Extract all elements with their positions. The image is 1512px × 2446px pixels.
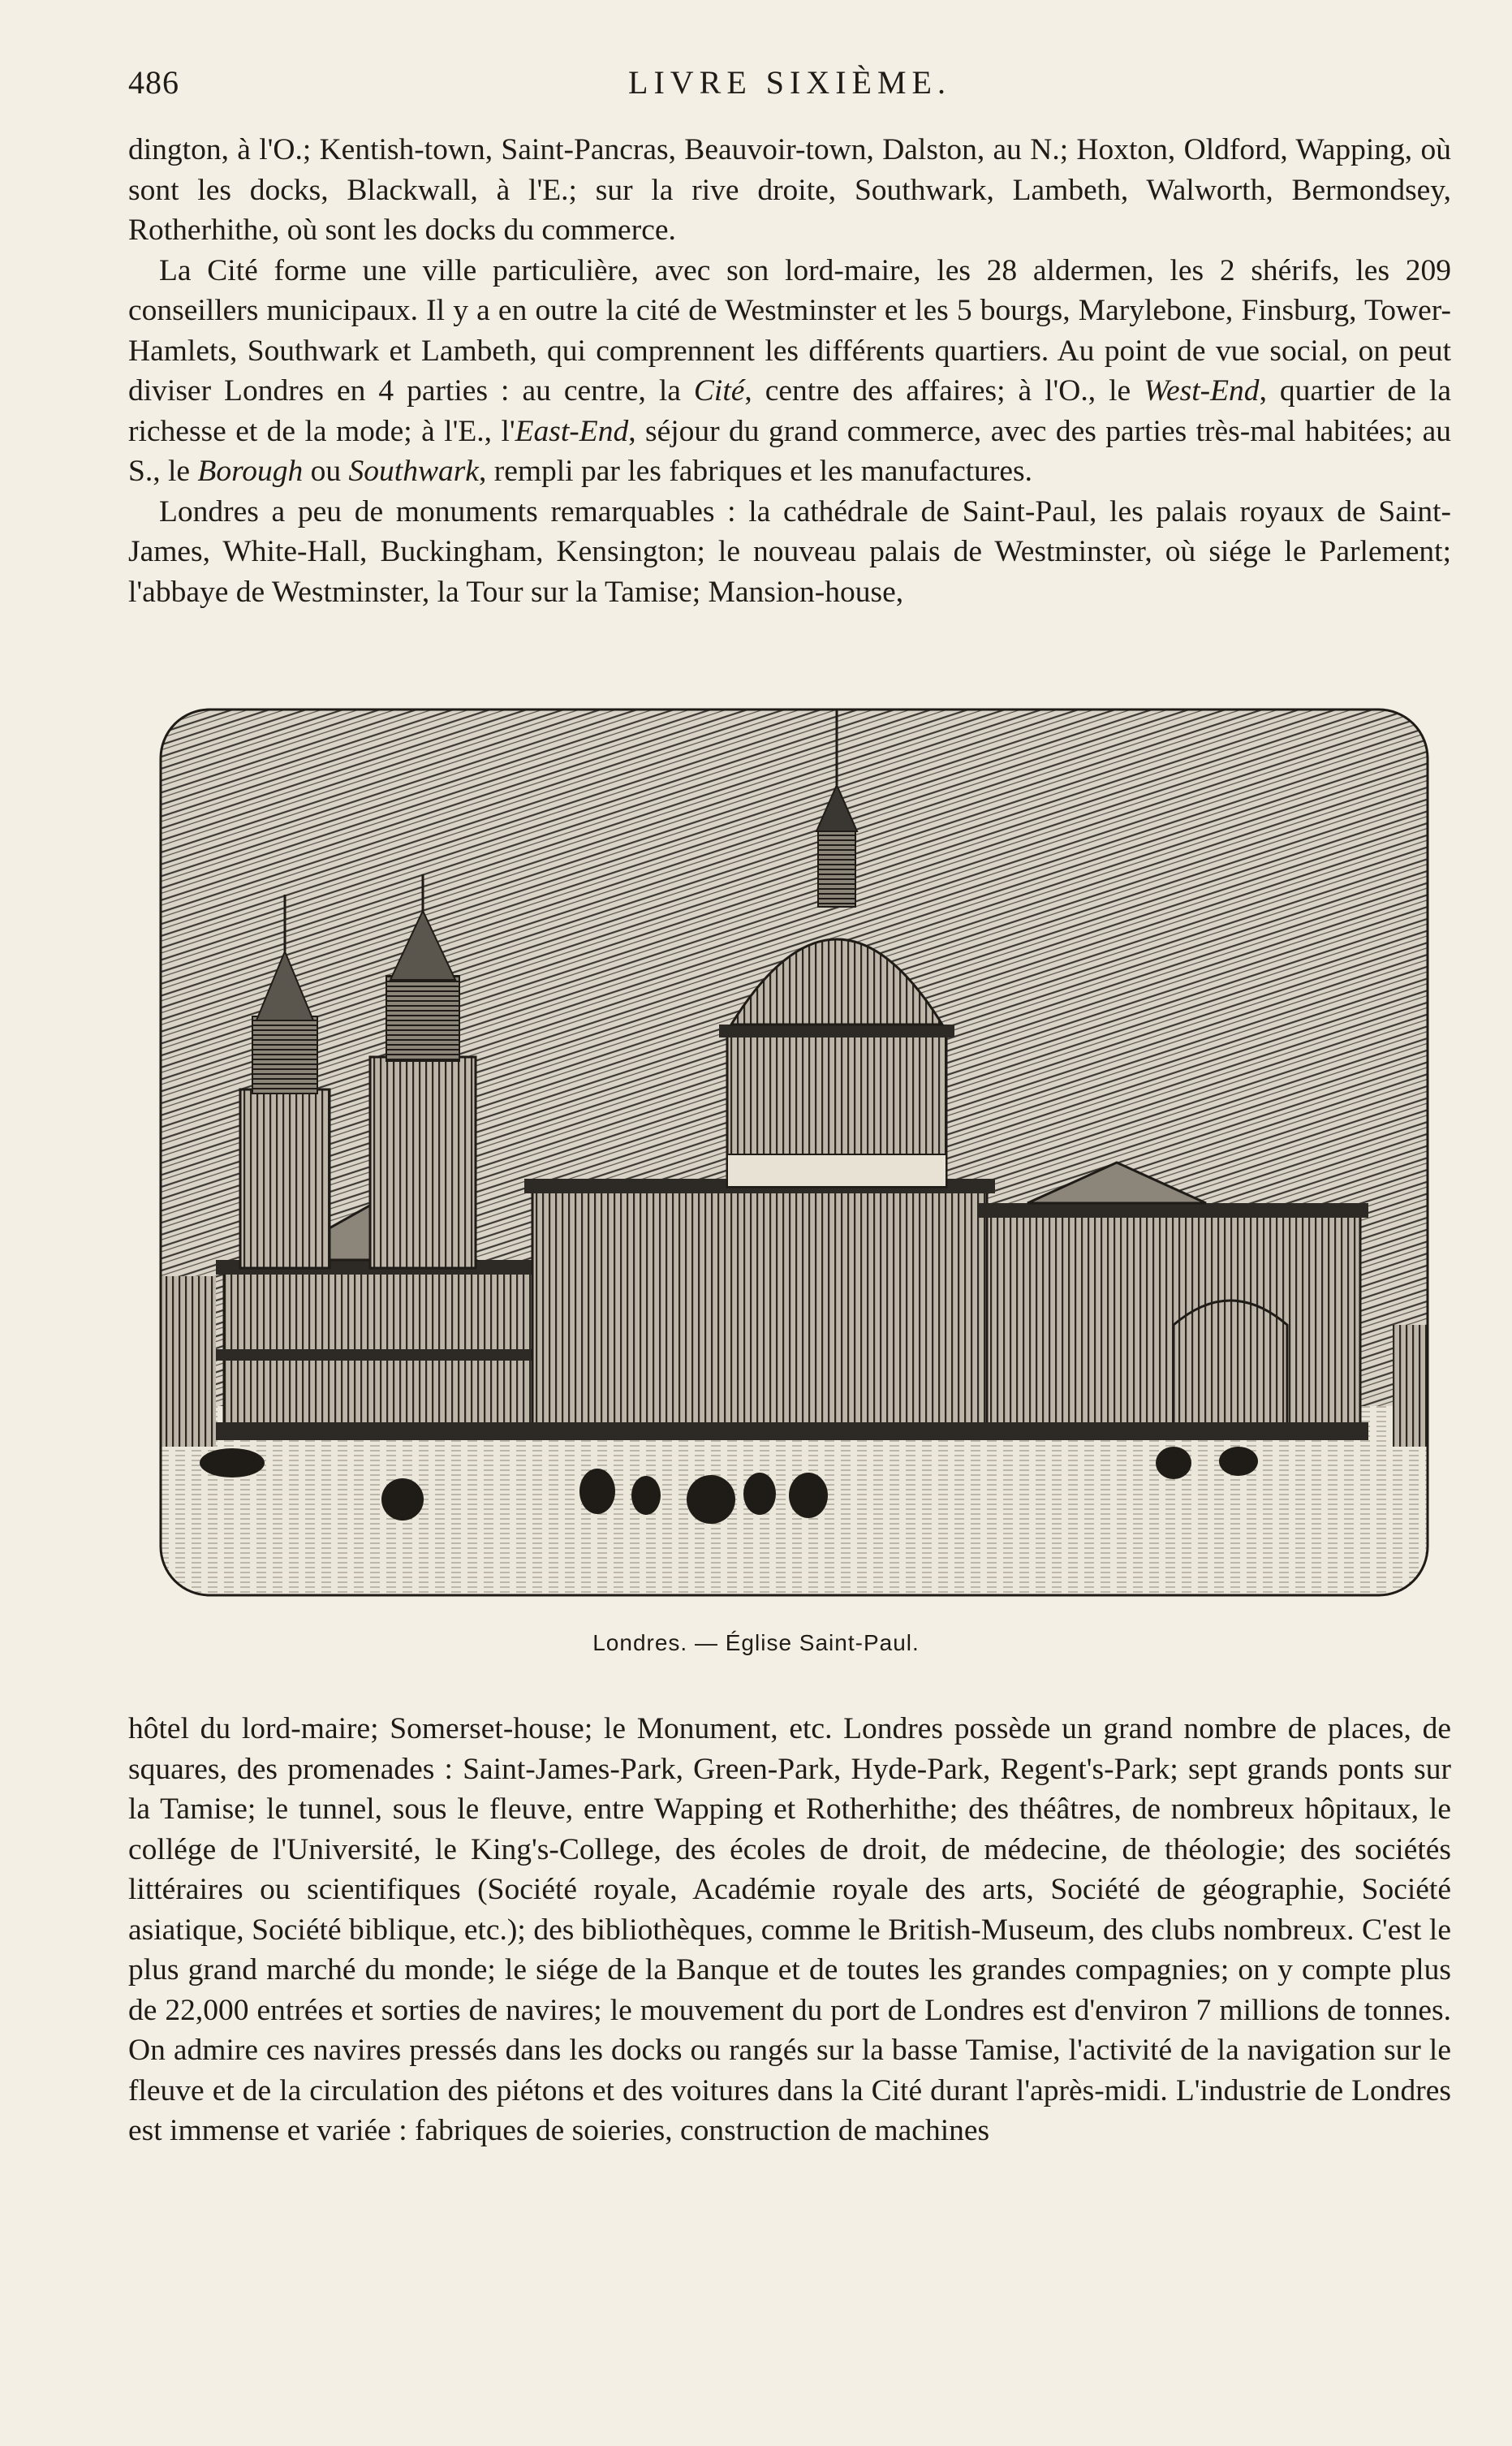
paragraph-continued: dington, à l'O.; Kentish-town, Saint-Pancras, Beauvoir-town, Dalston, au N.; Hoxton, Oldford, Wapping, où sont les docks, Blackwall, à l'E.; sur la rive droite, Southwark, Lambeth, Walworth, Bermondsey, Rotherhithe, où sont les docks du commerce. xyxy=(128,133,1451,247)
italic-southwark: Southwark xyxy=(348,455,479,488)
body-text-top xyxy=(128,130,1451,612)
body-text-bottom xyxy=(128,1709,1451,2151)
italic-cite: Cité xyxy=(693,374,745,408)
text-run: ou xyxy=(303,455,349,488)
text-run: , quartier de la richesse et de la mode; à l'E., l' xyxy=(128,374,1451,448)
page-number: 486 xyxy=(128,64,179,101)
italic-west-end: West-End xyxy=(1144,374,1260,408)
text-run: La Cité forme une ville particulière, avec son lord-maire, les 28 aldermen, les 2 shérifs, les 209 conseillers municipaux. Il y a en outre la cité de Westminster et les 5 bourgs, Marylebone, Finsburg, Tower-Hamlets, Southwark et Lambeth, qui comprennent les différents quartiers. Au point de vue social, on peut diviser Londres en 4 parties : au centre, la xyxy=(128,253,1451,408)
paragraph-cite xyxy=(128,251,1451,492)
italic-east-end: East-End xyxy=(515,414,629,448)
book-section-title: LIVRE SIXIÈME. xyxy=(628,64,951,101)
running-head xyxy=(128,63,1451,104)
text-run: , rempli par les fabriques et les manufactures. xyxy=(478,455,1032,488)
figure-caption: Londres. — Église Saint-Paul. xyxy=(592,1630,920,1655)
paragraph-continued: hôtel du lord-maire; Somerset-house; le Monument, etc. Londres possède un grand nombre de places, de squares, des promenades : Saint-James-Park, Green-Park, Hyde-Park, Regent's-Park; sept grands ponts sur la Tamise; le tunnel, sous le fleuve, entre Wapping et Rotherhithe; des théâtres, de nombreux hôpitaux, le collége de l'Université, le King's-College, des écoles de droit, de médecine, de théologie; des sociétés littéraires ou scientifiques (Société royale, Académie royale des arts, Société de géographie, Société asiatique, Société biblique, etc.); des bibliothèques, comme le British-Museum, des clubs nombreux. C'est le plus grand marché du monde; le siége de la Banque et de toutes les grandes compagnies; on y compte plus de 22,000 entrées et sorties de navires; le mouvement du port de Londres est d'environ 7 millions de tonnes. On admire ces navires pressés dans les docks ou rangés sur la basse Tamise, l'activité de la navigation sur le fleuve et de la circulation des piétons et des voitures dans la Cité durant l'après-midi. L'industrie de Londres est immense et variée : fabriques de soieries, construction de machines xyxy=(128,1712,1451,2147)
cathedral-illustration xyxy=(159,708,1429,1597)
engraving-saint-paul-cathedral xyxy=(159,708,1429,1597)
paragraph-monuments: Londres a peu de monuments remarquables : la cathédrale de Saint-Paul, les palais royaux de Saint-James, White-Hall, Buckingham, Kensington; le nouveau palais de Westminster, où siége le Parlement; l'abbaye de Westminster, la Tour sur la Tamise; Mansion-house, xyxy=(128,494,1451,609)
text-run: , centre des affaires; à l'O., le xyxy=(744,374,1144,408)
italic-borough: Borough xyxy=(197,455,304,488)
text-run: , séjour du grand commerce, avec des parties très-mal habitées; au S., le xyxy=(128,414,1451,488)
